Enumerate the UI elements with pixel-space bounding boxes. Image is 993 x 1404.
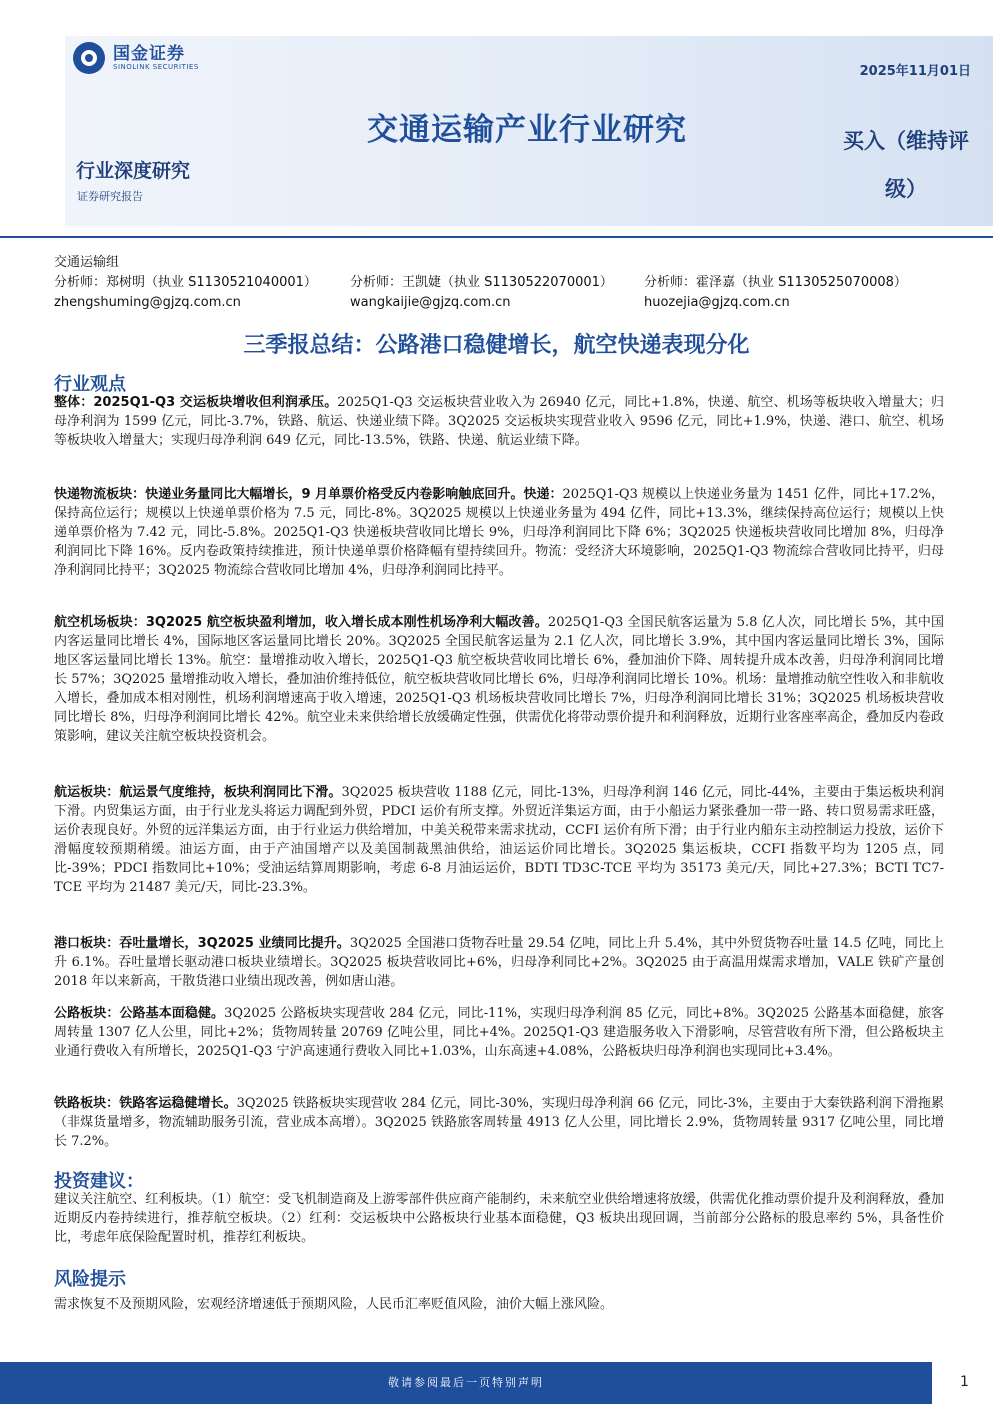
report-subtype: 证券研究报告 bbox=[77, 190, 143, 203]
author-2: 分析师：王凯婕（执业 S1130522070001） bbox=[350, 275, 613, 290]
paragraph-body: 2025Q1-Q3 规模以上快递业务量为 1451 亿件，同比+17.2%，保持高位运行；规模以上快递单票价格为 7.5 元，同比-8%。3Q2025 规模以上快递业务量为 494 亿件，同比+13.3%，继续保持高位运行；规模以上快递单票价格为 7.42 元，同比-5.8%。2025Q1-Q3 快递板块营收同比增长 9%，归母净利润同比下降 6%；3Q2025 快递板块营收同比增加 8%，归母净利润同比下降 16%。反内卷政策持续推进，预计快递单票价格降幅有望持续回升。物流：受经济大环境影响，2025Q1-Q3 物流综合营收同比持平，归母净利润同比持平；3Q2025 物流综合营收同比增加 4%，归母净利润同比持平。 bbox=[54, 487, 944, 578]
paragraph-body: 3Q2025 公路板块实现营收 284 亿元，同比-11%，实现归母净利润 85 亿元，同比+8%。3Q2025 公路基本面稳健，旅客周转量 1307 亿人公里，同比+2%；货物周转量 20769 亿吨公里，同比+4%。2025Q1-Q3 建造服务收入下滑影响，尽管营收有所下滑，但公路板块主业通行费收入有所增长，2025Q1-Q3 宁沪高速通行费收入同比+1.03%，山东高速+4.08%，公路板块归母净利润也实现同比+3.4%。 bbox=[54, 1006, 944, 1059]
report-type: 行业深度研究 bbox=[76, 160, 191, 182]
banner-top-strip bbox=[25, 30, 993, 36]
rating-badge: 买入（维持评级） bbox=[843, 129, 969, 201]
paragraph-express bbox=[54, 485, 944, 580]
author-email-row bbox=[54, 293, 954, 313]
paragraph-lead: 整体：2025Q1-Q3 交运板块增收但利润承压。 bbox=[54, 395, 338, 410]
paragraph-body: 2025Q1-Q3 交运板块营业收入为 26940 亿元，同比+1.8%，快递、航空、机场等板块收入增量大；归母净利润为 1599 亿元，同比-3.7%，铁路、航运、快递业绩下降。3Q2025 交运板块实现营业收入 9596 亿元，同比+1.9%，快递、港口、航空、机场等板块收入增量大；实现归母净利润 649 亿元，同比-13.5%，铁路、快递、航运业绩下降。 bbox=[54, 395, 944, 448]
company-logo bbox=[73, 42, 199, 74]
paragraph-lead: 港口板块：吞吐量增长，3Q2025 业绩同比提升。 bbox=[54, 936, 350, 951]
author-1-email[interactable]: zhengshuming@gjzq.com.cn bbox=[54, 295, 241, 310]
author-3-email[interactable]: huozejia@gjzq.com.cn bbox=[644, 295, 790, 310]
header-divider bbox=[0, 236, 993, 238]
report-date: 2025年11月01日 bbox=[859, 64, 971, 79]
banner-left-strip bbox=[25, 30, 65, 226]
report-headline: 三季报总结：公路港口稳健增长，航空快递表现分化 bbox=[243, 333, 750, 358]
footer-notice[interactable]: 敬请参阅最后一页特别声明 bbox=[388, 1376, 544, 1389]
paragraph-ports bbox=[54, 934, 944, 991]
paragraph-advice: 建议关注航空、红利板块。（1）航空：受飞机制造商及上游零部件供应商产能制约，未来航空业供给增速将放缓，供需优化推动票价提升及利润释放，叠加近期反内卷持续进行，推荐航空板块。（2）红利：交运板块中公路板块行业基本面稳健，Q3 板块出现回调，当前部分公路标的股息率约 5%，具备性价比，考虑年底保险配置时机，推荐红利板块。 bbox=[54, 1192, 944, 1245]
paragraph-lead: 航空机场板块：3Q2025 航空板块盈利增加，收入增长成本刚性机场净利大幅改善。 bbox=[54, 615, 548, 630]
section-industry-view: 行业观点 bbox=[54, 374, 126, 395]
paragraph-body: 3Q2025 板块营收 1188 亿元，同比-13%，归母净利润 146 亿元，同比-44%，主要由于集运板块利润下滑。内贸集运方面，由于行业龙头将运力调配到外贸，PDCI 运价有所支撑。外贸近洋集运方面，由于小船运力紧张叠加一带一路、转口贸易需求旺盛，运价表现良好。外贸的远洋集运方面，由于行业运力供给增加，中美关税带来需求扰动，CCFI 运价有所下滑；由于行业内船东主动控制运力投放，运价下滑幅度较预期稍缓。油运方面，由于产油国增产以及美国制裁黑油供给，油运运价同比增长。3Q2025 集运板块，CCFI 指数平均为 1205 点，同比-39%；PDCI 指数同比+10%；受油运结算周期影响，考虑 6-8 月油运运价，BDTI TD3C-TCE 平均为 35173 美元/天，同比+27.3%；BCTI TC7-TCE 平均为 21487 美元/天，同比-23.3%。 bbox=[54, 785, 944, 895]
paragraph-railway bbox=[54, 1094, 944, 1151]
paragraph-body: 3Q2025 铁路板块实现营收 284 亿元，同比-30%，实现归母净利润 66 亿元，同比-3%，主要由于大秦铁路利润下滑拖累（非煤货量增多，物流辅助服务引流，营业成本高增）。3Q2025 铁路旅客周转量 4913 亿人公里，同比增长 2.9%，货物周转量 9317 亿吨公里，同比增长 7.2%。 bbox=[54, 1096, 944, 1149]
author-line-row bbox=[54, 273, 954, 293]
section-investment-advice: 投资建议： bbox=[54, 1171, 144, 1192]
paragraph-shipping bbox=[54, 783, 944, 897]
paragraph-body: 2025Q1-Q3 全国民航客运量为 5.8 亿人次，同比增长 5%，其中国内客运量同比增长 4%，国际地区客运量同比增长 20%。3Q2025 全国民航客运量为 2.1 亿人次，同比增长 3.9%，其中国内客运量同比增长 3%，国际地区客运量同比增长 13%。航空：量增推动收入增长，2025Q1-Q3 航空板块营收同比增长 6%，叠加油价下降、周转提升成本改善，归母净利润同比增长 57%；3Q2025 量增推动收入增长，叠加油价维持低位，航空板块营收同比增长 6%，归母净利润同比增长 10%。机场：量增推动航空性收入和非航收入增长，叠加成本相对刚性，机场利润增速高于收入增速，2025Q1-Q3 机场板块营收同比增长 7%，归母净利润同比增长 31%；3Q2025 机场板块营收同比增长 8%，归母净利润同比增长 42%。航空业未来供给增长放缓确定性强，供需优化将带动票价提升和利润释放，近期行业客座率高企，叠加反内卷政策影响，建议关注航空板块投资机会。 bbox=[54, 615, 944, 744]
paragraph-lead: 航运板块：航运景气度维持，板块利润同比下滑。 bbox=[54, 785, 342, 800]
logo-name-cn: 国金证券 bbox=[113, 43, 185, 64]
page-number: 1 bbox=[960, 1374, 969, 1390]
paragraph-lead: 铁路板块：铁路客运稳健增长。 bbox=[54, 1096, 237, 1111]
report-title: 交通运输产业行业研究 bbox=[367, 112, 687, 148]
paragraph-lead: 快递物流板块：快递业务量同比大幅增长，9 月单票价格受反内卷影响触底回升。快递： bbox=[54, 487, 563, 502]
author-block bbox=[54, 253, 954, 313]
paragraph-body: 3Q2025 全国港口货物吞吐量 29.54 亿吨，同比上升 5.4%，其中外贸货物吞吐量 14.5 亿吨，同比上升 6.1%。吞吐量增长驱动港口板块业绩增长。3Q2025 板块营收同比+6%，归母净利同比+2%。3Q2025 由于高温用煤需求增加，VALE 铁矿产量创 2018 年以来新高，干散货港口业绩出现改善，例如唐山港。 bbox=[54, 936, 944, 989]
logo-icon bbox=[73, 42, 105, 74]
author-2-email[interactable]: wangkaijie@gjzq.com.cn bbox=[350, 295, 511, 310]
author-3: 分析师：霍泽嘉（执业 S1130525070008） bbox=[644, 275, 907, 290]
logo-name-en: SINOLINK SECURITIES bbox=[113, 62, 199, 71]
paragraph-lead: 公路板块：公路基本面稳健。 bbox=[54, 1006, 225, 1021]
section-risk: 风险提示 bbox=[54, 1269, 126, 1290]
author-1: 分析师：郑树明（执业 S1130521040001） bbox=[54, 275, 317, 290]
paragraph-aviation bbox=[54, 613, 944, 746]
paragraph-highway bbox=[54, 1004, 944, 1061]
research-group: 交通运输组 bbox=[54, 255, 120, 270]
paragraph-risk: 需求恢复不及预期风险，宏观经济增速低于预期风险，人民币汇率贬值风险，油价大幅上涨风险。 bbox=[54, 1297, 614, 1312]
paragraph-overall bbox=[54, 393, 944, 450]
